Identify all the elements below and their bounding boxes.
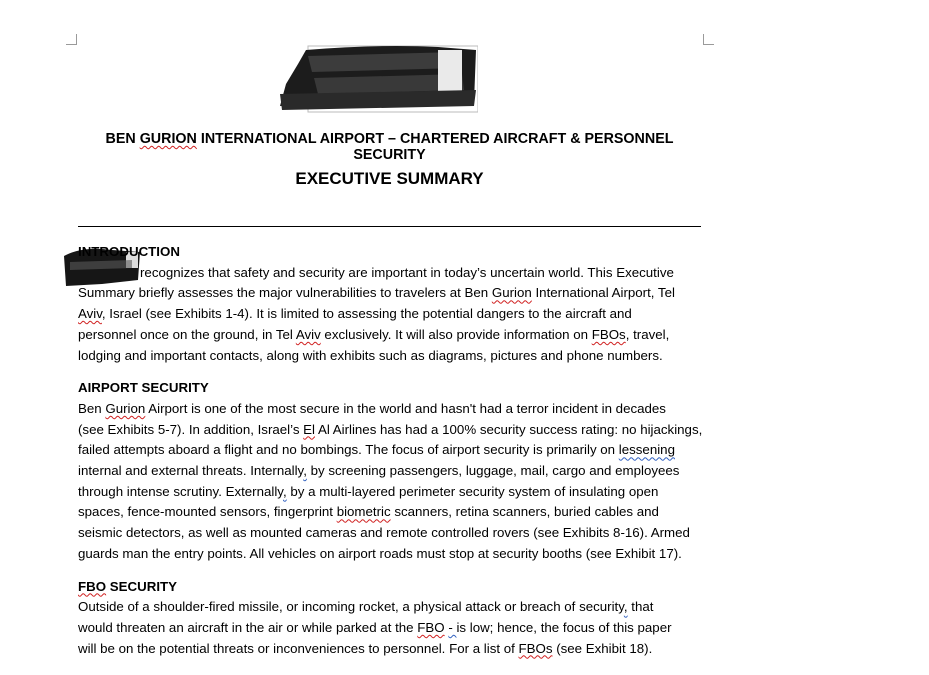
- paragraph-line: Aviv, Israel (see Exhibits 1-4). It is limited to assessing the potential dangers to the aircraft and: [78, 306, 632, 322]
- paragraph-line: (see Exhibits 5-7). In addition, Israel’s El Al Airlines has had a 100% security success rating: no hijackings,: [78, 421, 703, 437]
- paragraph-line: recognizes that safety and security are important in today’s uncertain world. This Executive: [140, 264, 674, 280]
- page-corner-mark-top-right: [703, 34, 714, 45]
- paragraph-line: will be on the potential threats or inconveniences to personnel. For a list of FBOs (see Exhibit 18).: [78, 640, 653, 656]
- paragraph-line: through intense scrutiny. Externally, by a multi-layered perimeter security system of insulating open: [78, 483, 659, 499]
- document-body: [78, 242, 703, 671]
- paragraph-line: internal and external threats. Internally, by screening passengers, luggage, mail, cargo and employees: [78, 463, 680, 479]
- paragraph-line: seismic detectors, as well as mounted cameras and remote controlled rovers (see Exhibits 8-16). Armed: [78, 525, 690, 541]
- horizontal-rule: [78, 226, 701, 227]
- page-corner-mark-top-left: [66, 34, 77, 45]
- paragraph-line: would threaten an aircraft in the air or while parked at the FBO - is low; hence, the focus of this paper: [78, 619, 672, 635]
- document-title: BEN GURION INTERNATIONAL AIRPORT – CHARTERED AIRCRAFT & PERSONNEL SECURITY: [105, 131, 674, 163]
- paragraph-line: Summary briefly assesses the major vulnerabilities to travelers at Ben Gurion International Airport, Tel: [78, 285, 675, 301]
- paragraph-line: guards man the entry points. All vehicles on airport roads must stop at security booths (see Exhibit 17).: [78, 545, 682, 561]
- paragraph-line: spaces, fence-mounted sensors, fingerprint biometric scanners, retina scanners, buried cables and: [78, 504, 659, 520]
- airport-security-heading: AIRPORT SECURITY: [78, 380, 209, 396]
- redacted-logo: [278, 44, 478, 114]
- document-subtitle: EXECUTIVE SUMMARY: [295, 169, 484, 188]
- introduction-section: [78, 242, 703, 366]
- introduction-heading: INTRODUCTION: [78, 244, 180, 259]
- paragraph-line: failed attempts aboard a flight and no bombings. The focus of airport security is primarily on lessening: [78, 442, 675, 458]
- paragraph-line: personnel once on the ground, in Tel Aviv exclusively. It will also provide information on FBOs, travel,: [78, 326, 670, 342]
- fbo-security-heading: FBO SECURITY: [78, 578, 178, 594]
- paragraph-line: Ben Gurion Airport is one of the most secure in the world and hasn't had a terror incident in decades: [78, 400, 666, 416]
- paragraph-line: Outside of a shoulder-fired missile, or incoming rocket, a physical attack or breach of security, that: [78, 599, 654, 615]
- airport-security-section: [78, 378, 703, 564]
- fbo-security-section: [78, 577, 703, 660]
- paragraph-line: lodging and important contacts, along with exhibits such as diagrams, pictures and phone numbers.: [78, 347, 663, 363]
